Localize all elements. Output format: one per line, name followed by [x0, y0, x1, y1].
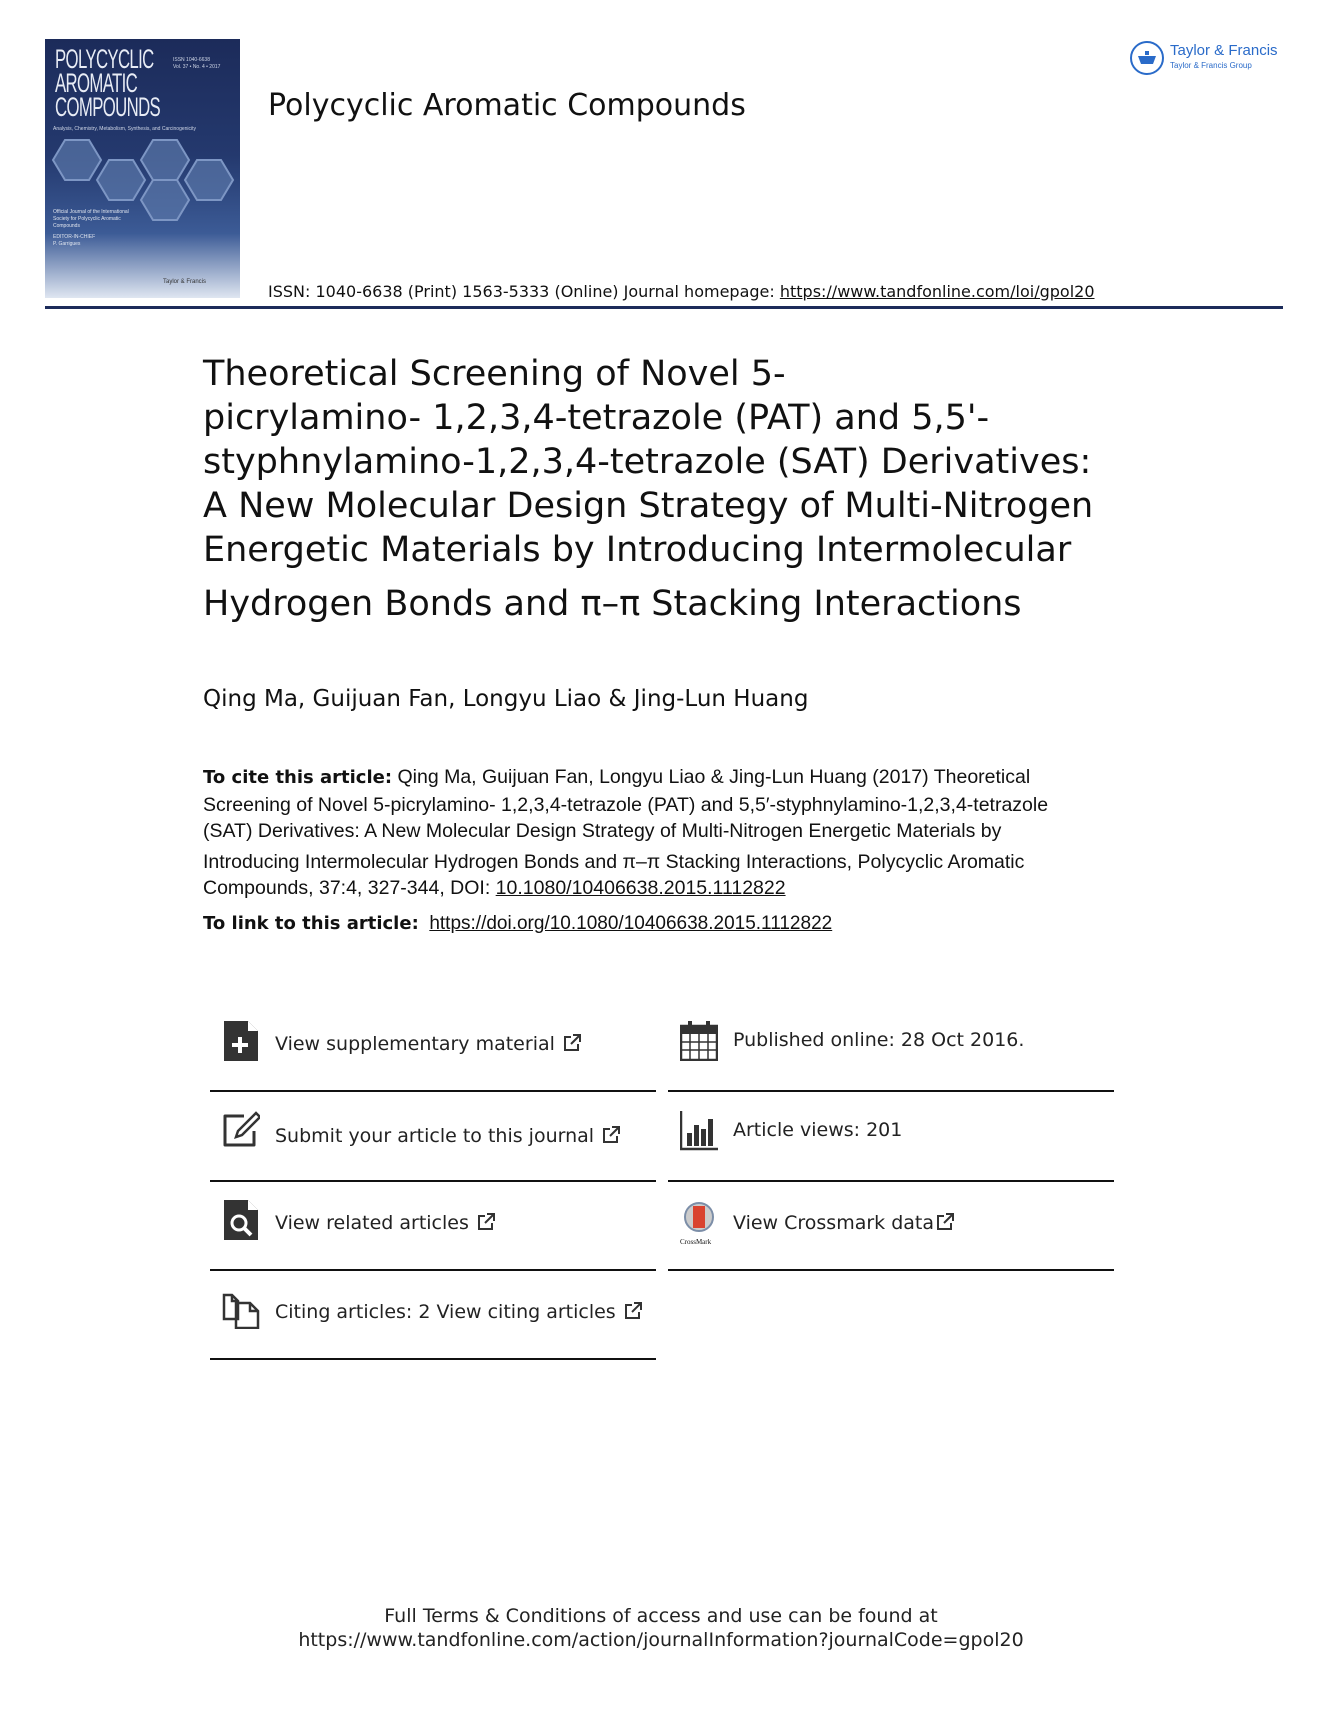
cover-official-line: Compounds	[53, 223, 80, 229]
article-doi-url[interactable]: https://doi.org/10.1080/10406638.2015.1112822	[429, 913, 833, 934]
crossmark-icon	[680, 1202, 718, 1242]
divider	[668, 1269, 1114, 1271]
footer-terms: Full Terms & Conditions of access and use can be found at	[384, 1605, 938, 1627]
cover-issn-line: Vol. 37 • No. 4 • 2017	[173, 64, 221, 70]
view-citing-articles-button[interactable]	[210, 1271, 656, 1360]
bar-chart-icon	[680, 1111, 718, 1151]
cover-title-line: AROMATIC	[55, 68, 138, 98]
published-date: Published online: 28 Oct 2016.	[733, 1029, 1025, 1051]
cite-line: Compounds, 37:4, 327-344, DOI:	[203, 877, 496, 899]
crossmark-logo-text: CrossMark	[680, 1238, 712, 1246]
journal-cover-image	[45, 39, 240, 298]
cite-line: Qing Ma, Guijuan Fan, Longyu Liao & Jing-Lun Huang (2017) Theoretical	[392, 766, 1031, 788]
copy-documents-icon	[222, 1289, 260, 1329]
cover-issn-line: ISSN 1040-6638	[173, 57, 210, 63]
journal-title: Polycyclic Aromatic Compounds	[268, 88, 746, 123]
cover-issn	[173, 57, 220, 71]
views-count: Article views: 201	[733, 1119, 903, 1141]
action-label: Citing articles: 2 View citing articles	[275, 1301, 616, 1323]
issn-text: ISSN: 1040-6638 (Print) 1563-5333 (Online) Journal homepage:	[268, 282, 780, 301]
article-link-line	[203, 913, 832, 935]
external-link-icon	[563, 1034, 581, 1052]
file-plus-icon	[222, 1021, 260, 1061]
external-link-icon	[477, 1213, 495, 1231]
authors: Qing Ma, Guijuan Fan, Longyu Liao & Jing-Lun Huang	[203, 686, 809, 712]
action-label: View related articles	[275, 1212, 469, 1234]
logo-group: Taylor & Francis Group	[1170, 61, 1252, 70]
cover-title	[55, 44, 161, 122]
footer	[0, 1604, 1322, 1652]
cover-publisher: Taylor & Francis	[163, 279, 207, 285]
view-related-articles-button[interactable]	[210, 1182, 656, 1271]
header-divider	[45, 306, 1283, 309]
cover-title-line: COMPOUNDS	[55, 92, 161, 122]
view-crossmark-button[interactable]	[668, 1182, 1114, 1271]
external-link-icon	[624, 1302, 642, 1320]
cite-label: To cite this article:	[203, 767, 393, 788]
cite-line: Screening of Novel 5-picrylamino- 1,2,3,4-tetrazole (PAT) and 5,5′-styphnylamino-1,2,3,4-tetrazole	[203, 793, 1049, 816]
link-label: To link to this article:	[203, 913, 419, 934]
divider	[210, 1090, 656, 1092]
logo-name: Taylor & Francis	[1170, 42, 1278, 59]
title-line: Energetic Materials by Introducing Intermolecular	[203, 530, 1072, 570]
citation	[203, 764, 1143, 902]
cover-official	[53, 209, 129, 248]
document-search-icon	[222, 1200, 260, 1240]
title-line: Hydrogen Bonds and π–π Stacking Interactions	[203, 584, 1022, 624]
journal-homepage-link[interactable]: https://www.tandfonline.com/loi/gpol20	[779, 282, 1095, 301]
title-line: styphnylamino-1,2,3,4-tetrazole (SAT) Derivatives:	[203, 442, 1092, 482]
cover-official-line: Society for Polycyclic Aromatic	[53, 216, 121, 222]
action-label: View supplementary material	[275, 1033, 555, 1055]
external-link-icon	[936, 1213, 954, 1231]
doi-link[interactable]: 10.1080/10406638.2015.1112822	[495, 877, 786, 899]
cite-line: Introducing Intermolecular Hydrogen Bonds and π–π Stacking Interactions, Polycyclic Aromatic	[203, 850, 1025, 873]
taylor-francis-logo[interactable]	[1128, 39, 1288, 79]
submit-article-button[interactable]	[210, 1093, 656, 1182]
cover-official-line: Official Journal of the International	[53, 209, 129, 215]
divider	[668, 1090, 1114, 1092]
action-label: Submit your article to this journal	[275, 1125, 595, 1147]
issn-line	[268, 282, 1095, 301]
external-link-icon	[602, 1126, 620, 1144]
cover-editor-label: EDITOR-IN-CHIEF	[53, 234, 96, 240]
calendar-icon	[680, 1021, 718, 1061]
cover-title-line: POLYCYCLIC	[55, 44, 154, 74]
view-supplementary-button[interactable]	[210, 1003, 656, 1092]
article-title	[203, 352, 1163, 626]
published-online	[668, 1003, 1114, 1092]
title-line: A New Molecular Design Strategy of Multi-Nitrogen	[203, 486, 1094, 526]
edit-icon	[222, 1111, 260, 1151]
cite-line: (SAT) Derivatives: A New Molecular Design Strategy of Multi-Nitrogen Energetic Materials by	[203, 820, 1002, 842]
action-label: View Crossmark data	[733, 1212, 935, 1234]
footer-url[interactable]: https://www.tandfonline.com/action/journalInformation?journalCode=gpol20	[298, 1629, 1024, 1651]
title-line: picrylamino- 1,2,3,4-tetrazole (PAT) and 5,5'-	[203, 398, 990, 438]
teapot-logo-icon	[1128, 39, 1166, 77]
title-line: Theoretical Screening of Novel 5-	[203, 354, 786, 394]
cover-subtitle: Analysis, Chemistry, Metabolism, Synthesis, and Carcinogenicity	[53, 126, 197, 132]
cover-editor: P. Garrigues	[53, 241, 81, 247]
article-views	[668, 1093, 1114, 1182]
divider	[210, 1358, 656, 1360]
